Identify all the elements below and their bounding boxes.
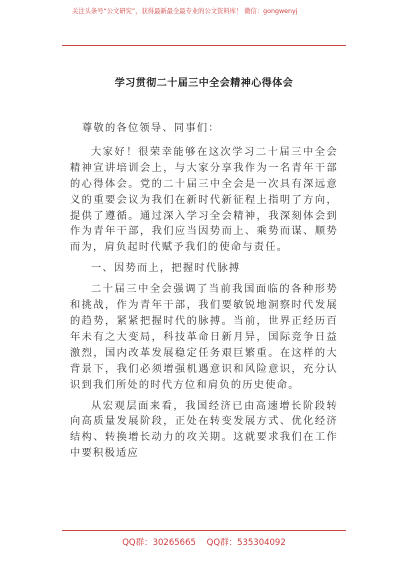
paragraph-macro: 从宏观层面来看，我国经济已由高速增长阶段转向高质量发展阶段，正处在转变发展方式、优化经济结构、转换增长动力的攻关期。这就要求我们在工作中要积极适应 — [70, 400, 338, 460]
header-promo-text: 关注头条号“公文研究”，获得最新最全最专业的公文资料库！ 微信：gongwenyj — [72, 8, 298, 15]
document-body — [70, 121, 338, 462]
document-title: 学习贯彻二十届三中全会精神心得体会 — [114, 78, 294, 89]
paragraph-section-1: 二十届三中全会强调了当前我国面临的各种形势和挑战，作为青年干部，我们要敏锐地洞察时代发展的趋势，紧紧把握时代的脉搏。当前，世界正经历百年未有之大变局，科技革命日新月异，国际竞争日益激烈，国内改革发展稳定任务艰巨繁重。在这样的大背景下，我们必须增强机遇意识和风险意识，充分认识到我们所处的时代方位和肩负的历史使命。 — [70, 284, 338, 391]
footer-divider — [62, 530, 346, 531]
greeting: 尊敬的各位领导、同事们： — [82, 123, 220, 134]
paragraph-intro: 大家好！很荣幸能够在这次学习二十届三中全会精神宣讲培训会上，与大家分享我作为一名青年干部的心得体会。党的二十届三中全会是一次具有深远意义的重要会议为我们在新时代新征程上指明了方向，提供了遵循。通过深入学习全会精神，我深刻体会到作为青年干部，我们应当因势而上、乘势而谋、顺势而为，肩负起时代赋予我们的使命与责任。 — [70, 146, 338, 254]
footer-qq-groups: QQ群：30265665 QQ群：535304092 — [122, 538, 286, 548]
section-heading: 一、因势而上，把握时代脉搏 — [91, 263, 241, 275]
header-divider — [62, 45, 346, 46]
